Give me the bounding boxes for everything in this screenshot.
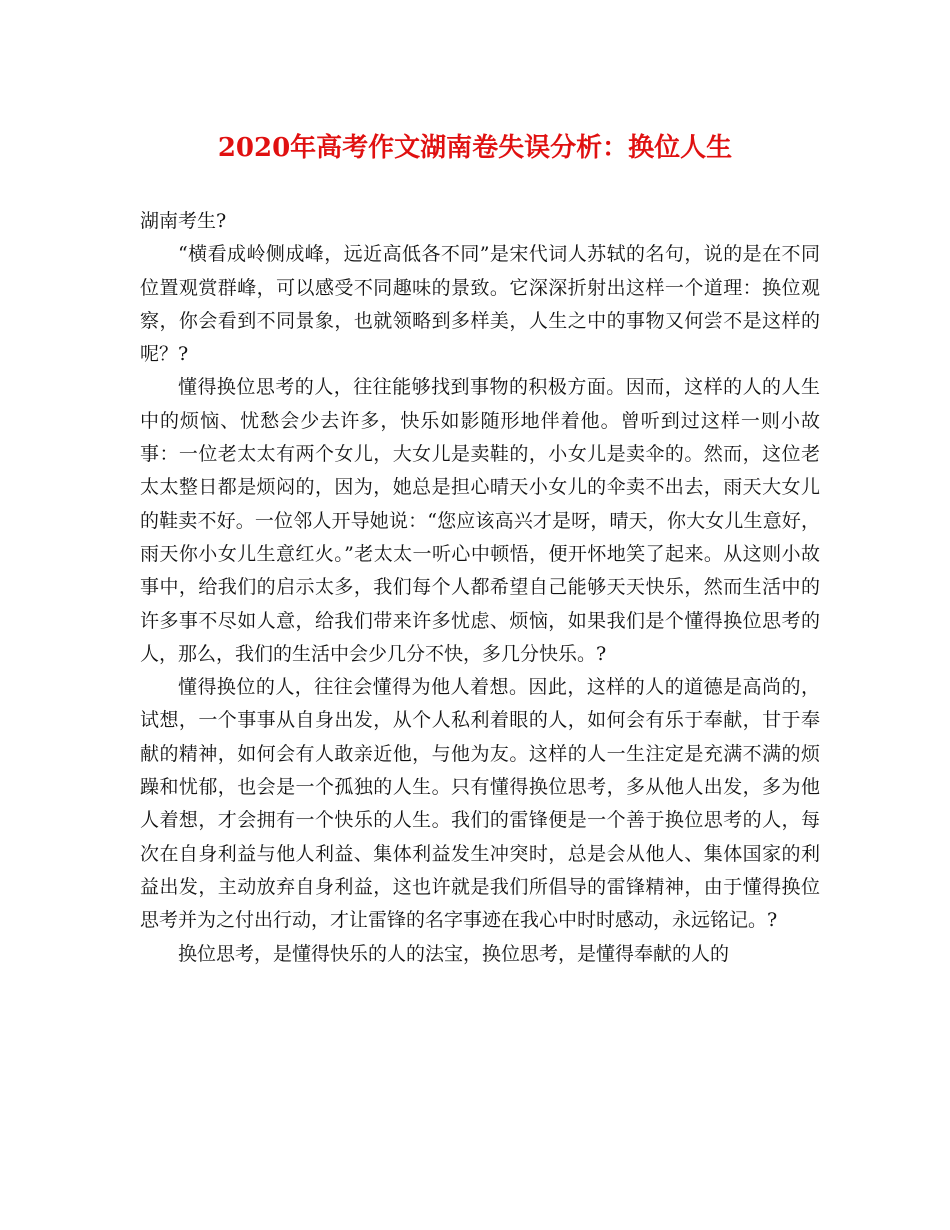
paragraph-4: 换位思考，是懂得快乐的人的法宝，换位思考，是懂得奉献的人的 [178, 942, 730, 965]
document-body [140, 205, 820, 971]
paragraph-3: 懂得换位的人，往往会懂得为他人着想。因此，这样的人的道德是高尚的，试想，一个事事从自身出发，从个人私利着眼的人，如何会有乐于奉献，甘于奉献的精神，如何会有人敢亲近他，与他为友。这样的人一生注定是充满不满的烦躁和忧郁，也会是一个孤独的人生。只有懂得换位思考，多从他人出发，多为他人着想，才会拥有一个快乐的人生。我们的雷锋便是一个善于换位思考的人，每次在自身利益与他人利益、集体利益发生冲突时，总是会从他人、集体国家的利益出发，主动放弃自身利益，这也许就是我们所倡导的雷锋精神，由于懂得换位思考并为之付出行动，才让雷锋的名字事迹在我心中时时感动，永远铭记。? [140, 676, 820, 932]
paragraph-1: “横看成岭侧成峰，远近高低各不同”是宋代词人苏轼的名句，说的是在不同位置观赏群峰，可以感受不同趣味的景致。它深深折射出这样一个道理：换位观察，你会看到不同景象，也就领略到多样美，人生之中的事物又何尝不是这样的呢？? [140, 243, 820, 366]
paragraph-2: 懂得换位思考的人，往往能够找到事物的积极方面。因而，这样的人的人生中的烦恼、忧愁会少去许多，快乐如影随形地伴着他。曾听到过这样一则小故事：一位老太太有两个女儿，大女儿是卖鞋的，小女儿是卖伞的。然而，这位老太太整日都是烦闷的，因为，她总是担心晴天小女儿的伞卖不出去，雨天大女儿的鞋卖不好。一位邻人开导她说：“您应该高兴才是呀，晴天，你大女儿生意好，雨天你小女儿生意红火。”老太太一听心中顿悟，便开怀地笑了起来。从这则小故事中，给我们的启示太多，我们每个人都希望自己能够天天快乐，然而生活中的许多事不尽如人意，给我们带来许多忧虑、烦恼，如果我们是个懂得换位思考的人，那么，我们的生活中会少几分不快，多几分快乐。? [140, 376, 820, 665]
paragraph-addressee: 湖南考生? [140, 210, 227, 232]
document-title: 2020年高考作文湖南卷失误分析：换位人生 [217, 133, 733, 163]
